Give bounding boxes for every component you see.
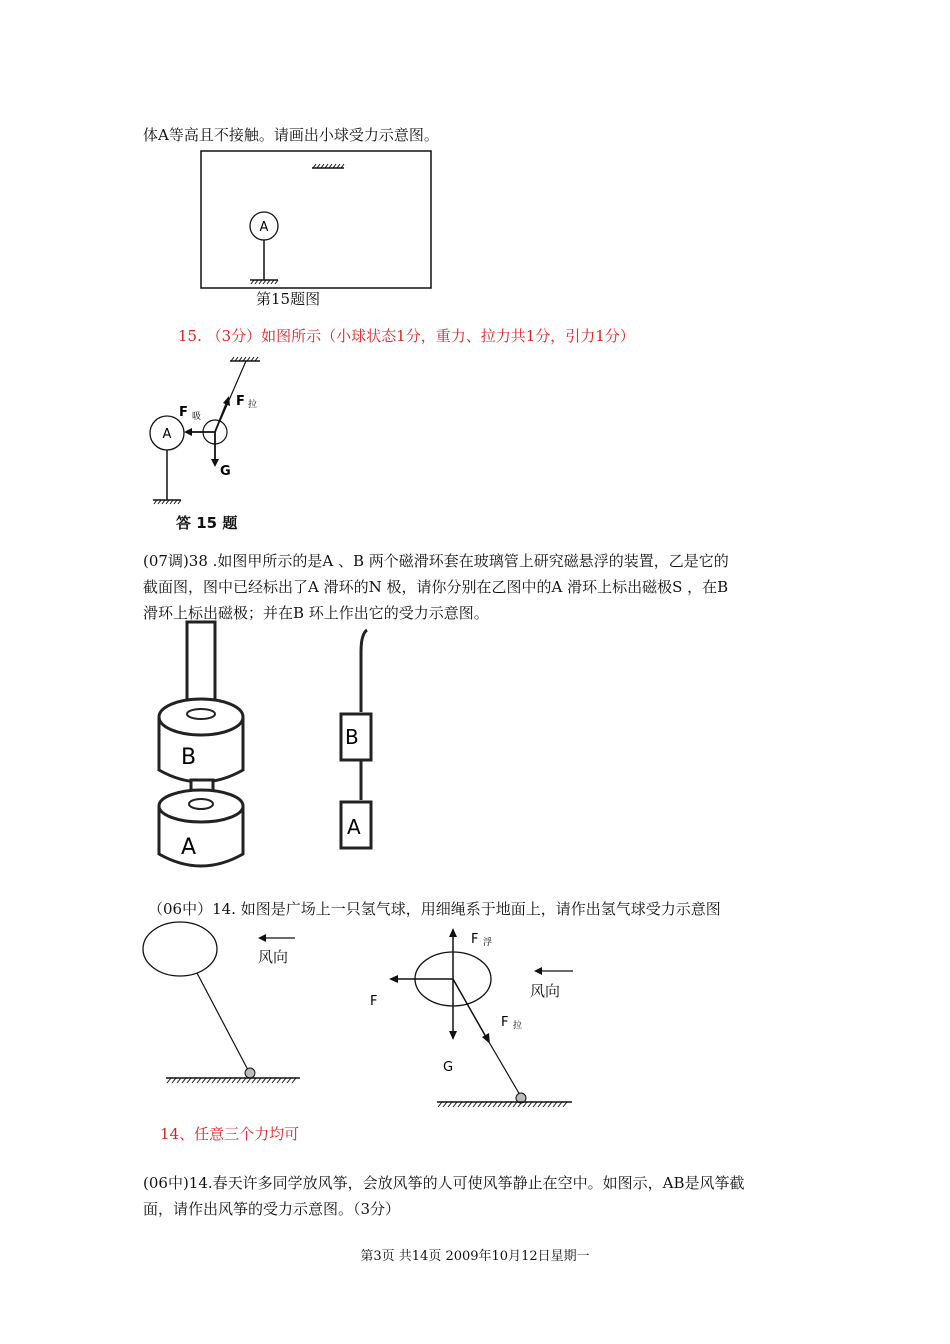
f-buoy-label: F: [471, 932, 479, 947]
answer-14-text: 14、任意三个力均可: [160, 1125, 300, 1143]
section-tube: [361, 630, 367, 712]
q14-kite-line-1: (06中)14.春天许多同学放风筝，会放风筝的人可使风筝静止在空中。如图示，AB是风筝截: [143, 1174, 745, 1192]
magnet-ring-figure: [145, 622, 375, 877]
glass-tube-top: [187, 622, 215, 700]
q38-line-1: (07调)38 .如图甲所示的是A 、B 两个磁滑环套在玻璃管上研究磁悬浮的装置，乙是它的: [143, 552, 729, 570]
answer-15-caption: 答 15 题: [176, 514, 238, 532]
object-a-label: A: [162, 427, 172, 442]
wind-label-right: 风向: [530, 982, 561, 1000]
ring-a-label: A: [181, 835, 197, 860]
q38-line-3: 滑环上标出磁极；并在B 环上作出它的受力示意图。: [143, 604, 489, 622]
section-ring-a-label: A: [347, 815, 361, 839]
balloon-figure-left: [140, 920, 310, 1080]
figure-15-frame: [201, 151, 431, 288]
f-attract-sub: 吸: [192, 412, 202, 422]
answer-15-figure: [148, 355, 278, 520]
figure-15: [200, 150, 440, 310]
f-pull-arrow: [215, 402, 227, 432]
f-buoy-sub: 浮: [483, 938, 493, 948]
section-ring-b-label: B: [345, 725, 359, 749]
balloon: [143, 922, 217, 976]
figure-15-caption: 第15题图: [256, 290, 321, 308]
anchor-knot: [245, 1068, 255, 1078]
object-a-label: A: [259, 220, 269, 235]
ring-b-label: B: [181, 745, 197, 770]
answer-15-text: 15. （3分）如图所示（小球状态1分，重力、拉力共1分，引力1分）: [178, 327, 635, 345]
balloon-figure-answer: [370, 925, 580, 1125]
q38-line-2: 截面图，图中已经标出了A 滑环的N 极，请你分别在乙图中的A 滑环上标出磁极S ，在B: [143, 578, 729, 596]
balloon-string: [197, 973, 248, 1070]
f-pull-sub: 拉: [248, 400, 258, 410]
gravity-label: G: [443, 1060, 454, 1075]
f-pull-label: F: [501, 1015, 509, 1030]
q15-intro-text: 体A等高且不接触。请画出小球受力示意图。: [143, 126, 439, 144]
wind-label-left: 风向: [258, 948, 289, 966]
page-footer: 第3页 共14页 2009年10月12日星期一: [360, 1249, 590, 1264]
f-pull-label: F: [236, 394, 245, 409]
q14-balloon-text: （06中）14. 如图是广场上一只氢气球，用细绳系于地面上，请作出氢气球受力示意图: [148, 900, 721, 918]
gravity-label: G: [220, 464, 231, 479]
balloon-string: [486, 1037, 520, 1095]
q14-kite-line-2: 面，请作出风筝的受力示意图。（3分）: [143, 1200, 401, 1218]
f-wind-label: F: [370, 994, 378, 1009]
f-attract-label: F: [179, 405, 188, 420]
f-pull-sub: 拉: [513, 1021, 523, 1031]
